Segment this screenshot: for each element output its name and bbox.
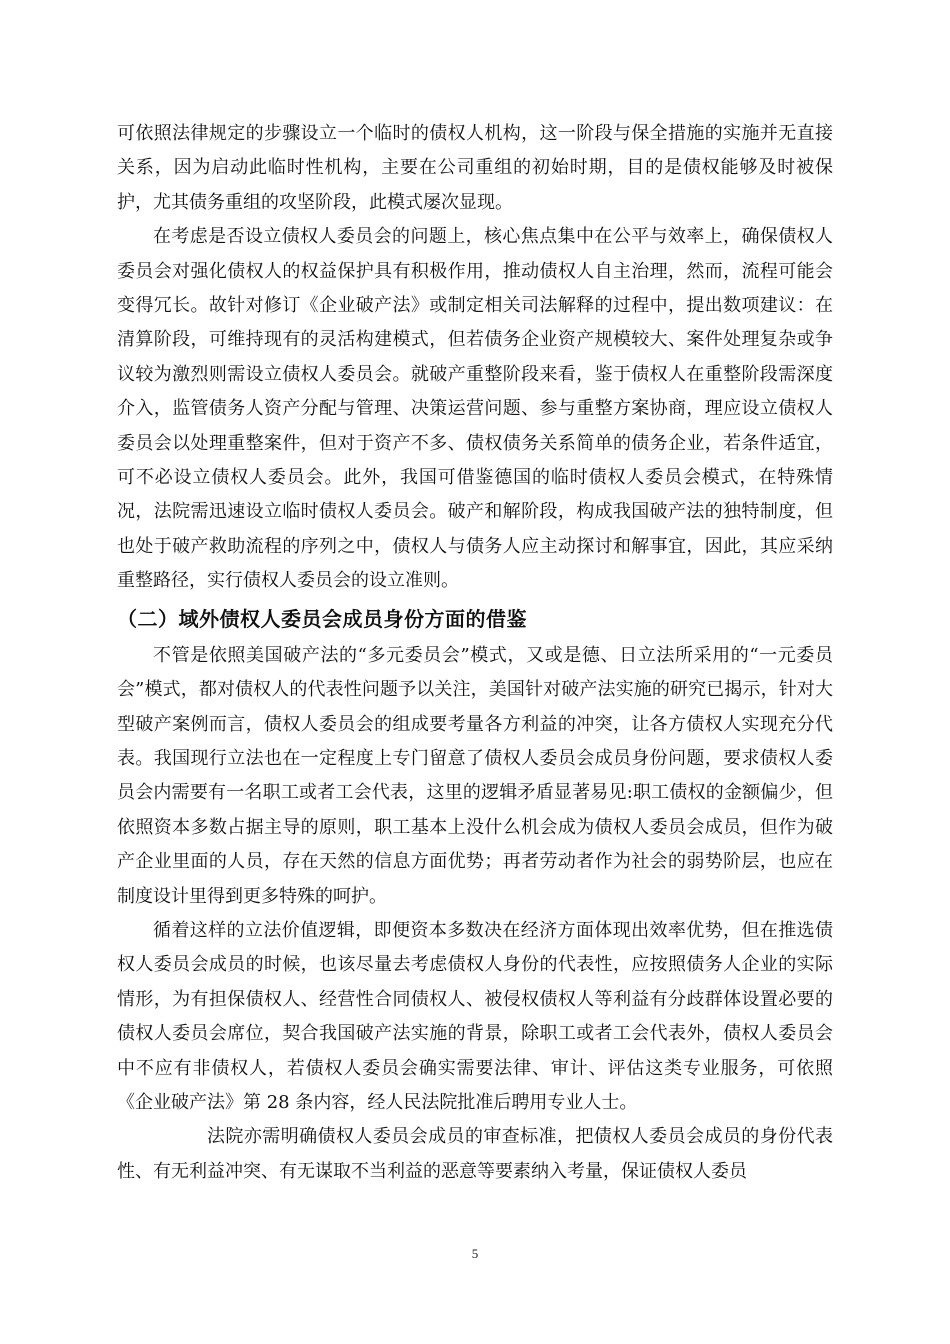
paragraph-committee-establishment: 在考虑是否设立债权人委员会的问题上，核心焦点集中在公平与效率上，确保债权人委员会对强化债权人的权益保护具有积极作用，推动债权人自主治理，然而，流程可能会变得冗长。故针对修订《企业破产法》或制定相关司法解释的过程中，提出数项建议：在清算阶段，可维持现有的灵活构建模式，但若债务企业资产规模较大、案件处理复杂或争议较为激烈则需设立债权人委员会。就破产重整阶段来看，鉴于债权人在重整阶段需深度介入，监管债务人资产分配与管理、决策运营问题、参与重整方案协商，理应设立债权人委员会以处理重整案件，但对于资产不多、债权债务关系简单的债务企业，若条件适宜，可不必设立债权人委员会。此外，我国可借鉴德国的临时债权人委员会模式，在特殊情况，法院需迅速设立临时债权人委员会。破产和解阶段，构成我国破产法的独特制度，但也处于破产救助流程的序列之中，债权人与债务人应主动探讨和解事宜，因此，其应采纳重整路径，实行债权人委员会的设立准则。 [117,226,833,592]
paragraph-court-review: 法院亦需明确债权人委员会成员的审查标准，把债权人委员会成员的身份代表性、有无利益冲突、有无谋取不当利益的恶意等要素纳入考量，保证债权人委员 [117,1126,833,1182]
paragraph-continuation: 可依照法律规定的步骤设立一个临时的债权人机构，这一阶段与保全措施的实施并无直接关系，因为启动此临时性机构，主要在公司重组的初始时期，目的是债权能够及时被保护，尤其债务重组的攻坚阶段，此模式屡次显现。 [117,123,833,213]
section-heading: （二）域外债权人委员会成员身份方面的借鉴 [117,606,527,631]
document-body [117,117,833,1189]
paragraph-legislative-logic: 循着这样的立法价值逻辑，即便资本多数决在经济方面体现出效率优势，但在推选债权人委员会成员的时候，也该尽量去考虑债权人身份的代表性，应按照债务人企业的实际情形，为有担保债权人、经营性合同债权人、被侵权债权人等利益有分歧群体设置必要的债权人委员会席位，契合我国破产法实施的背景，除职工或者工会代表外，债权人委员会中不应有非债权人，若债权人委员会确实需要法律、审计、评估这类专业服务，可依照《企业破产法》第 28 条内容，经人民法院批准后聘用专业人士。 [117,919,833,1113]
paragraph-foreign-models: 不管是依照美国破产法的“多元委员会”模式，又或是德、日立法所采用的“一元委员会”模式，都对债权人的代表性问题予以关注，美国针对破产法实施的研究已揭示，针对大型破产案例而言，债权人委员会的组成要考量各方利益的冲突，让各方债权人实现充分代表。我国现行立法也在一定程度上专门留意了债权人委员会成员身份问题，要求债权人委员会内需要有一名职工或者工会代表，这里的逻辑矛盾显著易见:职工债权的金额偏少，但依照资本多数占据主导的原则，职工基本上没什么机会成为债权人委员会成员，但作为破产企业里面的人员，存在天然的信息方面优势；再者劳动者作为社会的弱势阶层，也应在制度设计里得到更多特殊的呵护。 [117,644,833,907]
page-number: 5 [471,1246,479,1261]
